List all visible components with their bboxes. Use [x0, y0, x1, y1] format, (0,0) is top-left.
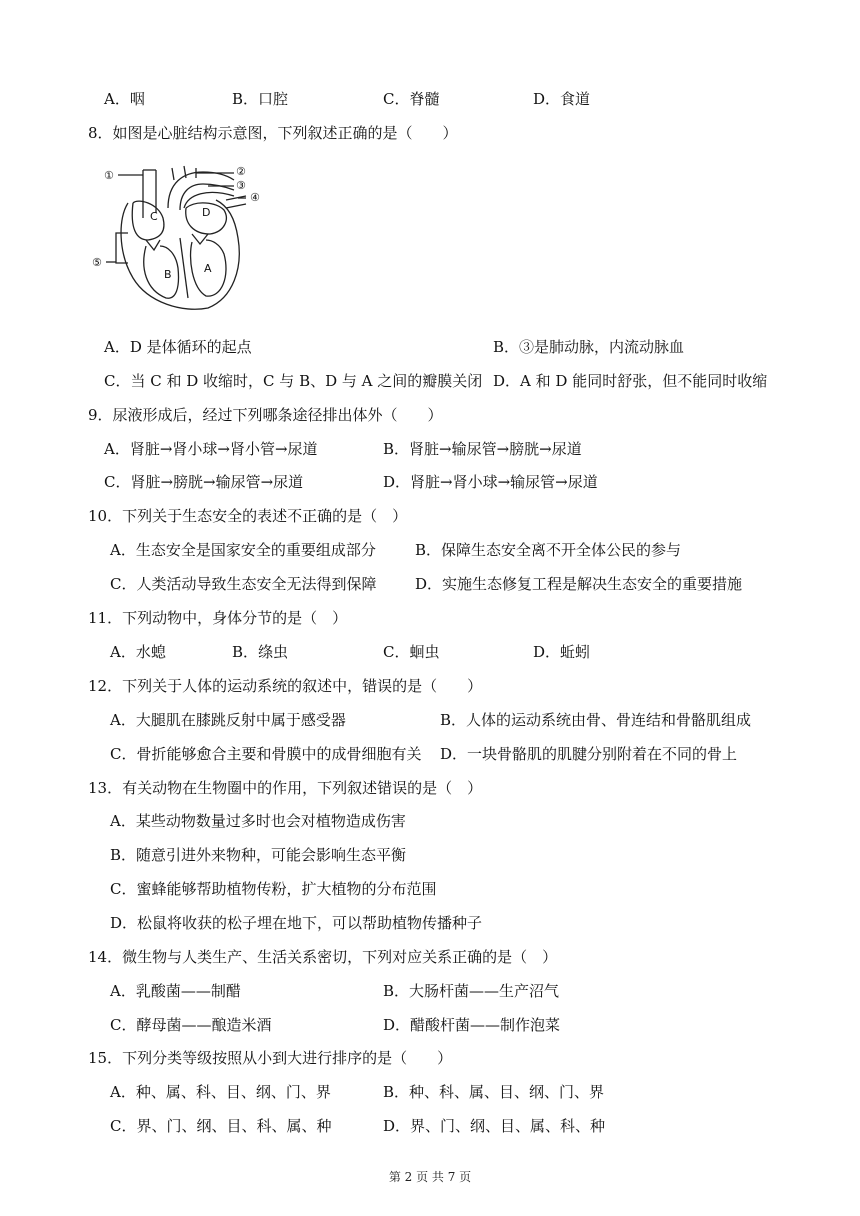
q8-option-a: A．D 是体循环的起点 [104, 338, 252, 356]
label-2: ② [236, 165, 246, 178]
q8-option-d: D．A 和 D 能同时舒张，但不能同时收缩 [493, 372, 768, 390]
q15-option-b: B．种、科、属、目、纲、门、界 [383, 1083, 605, 1101]
q15-option-d: D．界、门、纲、目、属、科、种 [383, 1117, 606, 1135]
label-A: A [204, 262, 212, 275]
q11-stem: 11．下列动物中，身体分节的是（ ） [88, 609, 348, 627]
q14-option-c: C．酵母菌——酿造米酒 [110, 1016, 272, 1034]
q7-option-b: B．口腔 [232, 90, 289, 108]
q11-option-b: B．绦虫 [232, 643, 289, 661]
q14-option-a: A．乳酸菌——制醋 [110, 982, 241, 1000]
q8-stem: 8．如图是心脏结构示意图，下列叙述正确的是（ ） [88, 124, 458, 142]
q8-option-b: B．③是肺动脉，内流动脉血 [493, 338, 685, 356]
q13-option-d: D．松鼠将收获的松子埋在地下，可以帮助植物传播种子 [110, 914, 483, 932]
label-1: ① [104, 169, 114, 182]
q8-option-c: C．当 C 和 D 收缩时，C 与 B、D 与 A 之间的瓣膜关闭 [104, 372, 483, 390]
q7-option-a: A．咽 [104, 90, 145, 108]
q14-option-b: B．大肠杆菌——生产沼气 [383, 982, 560, 1000]
q15-option-a: A．种、属、科、目、纲、门、界 [110, 1083, 331, 1101]
label-3: ③ [236, 179, 246, 192]
q14-option-d: D．醋酸杆菌——制作泡菜 [383, 1016, 561, 1034]
q13-option-a: A．某些动物数量过多时也会对植物造成伤害 [110, 812, 406, 830]
q11-option-c: C．蛔虫 [383, 643, 440, 661]
q12-option-b: B．人体的运动系统由骨、骨连结和骨骼肌组成 [440, 711, 752, 729]
q13-option-c: C．蜜蜂能够帮助植物传粉，扩大植物的分布范围 [110, 880, 437, 898]
q11-option-a: A．水螅 [110, 643, 166, 661]
label-5: ⑤ [92, 256, 102, 269]
q7-option-d: D．食道 [533, 90, 591, 108]
label-D: D [202, 206, 211, 219]
q12-stem: 12．下列关于人体的运动系统的叙述中，错误的是（ ） [88, 677, 483, 695]
label-C: C [150, 210, 158, 223]
heart-diagram [88, 158, 268, 318]
q9-stem: 9．尿液形成后，经过下列哪条途径排出体外（ ） [88, 406, 443, 424]
q12-option-c: C．骨折能够愈合主要和骨膜中的成骨细胞有关 [110, 745, 422, 763]
q10-stem: 10．下列关于生态安全的表述不正确的是（ ） [88, 507, 408, 525]
q9-option-d: D．肾脏→肾小球→输尿管→尿道 [383, 473, 598, 491]
q11-option-d: D．蚯蚓 [533, 643, 591, 661]
q13-stem: 13．有关动物在生物圈中的作用，下列叙述错误的是（ ） [88, 779, 483, 797]
q13-option-b: B．随意引进外来物种，可能会影响生态平衡 [110, 846, 407, 864]
label-4: ④ [250, 191, 260, 204]
q10-option-c: C．人类活动导致生态安全无法得到保障 [110, 575, 377, 593]
q9-option-a: A．肾脏→肾小球→肾小管→尿道 [104, 440, 318, 458]
q15-option-c: C．界、门、纲、目、科、属、种 [110, 1117, 332, 1135]
q7-option-c: C．脊髓 [383, 90, 440, 108]
q12-option-a: A．大腿肌在膝跳反射中属于感受器 [110, 711, 346, 729]
q10-option-a: A．生态安全是国家安全的重要组成部分 [110, 541, 376, 559]
q15-stem: 15．下列分类等级按照从小到大进行排序的是（ ） [88, 1049, 453, 1067]
q10-option-b: B．保障生态安全离不开全体公民的参与 [415, 541, 682, 559]
label-B: B [164, 268, 172, 281]
q10-option-d: D．实施生态修复工程是解决生态安全的重要措施 [415, 575, 743, 593]
q9-option-c: C．肾脏→膀胱→输尿管→尿道 [104, 473, 304, 491]
q12-option-d: D．一块骨骼肌的肌腱分别附着在不同的骨上 [440, 745, 738, 763]
q9-option-b: B．肾脏→输尿管→膀胱→尿道 [383, 440, 582, 458]
page-footer: 第 2 页 共 7 页 [388, 1170, 472, 1184]
q14-stem: 14．微生物与人类生产、生活关系密切，下列对应关系正确的是（ ） [88, 948, 558, 966]
